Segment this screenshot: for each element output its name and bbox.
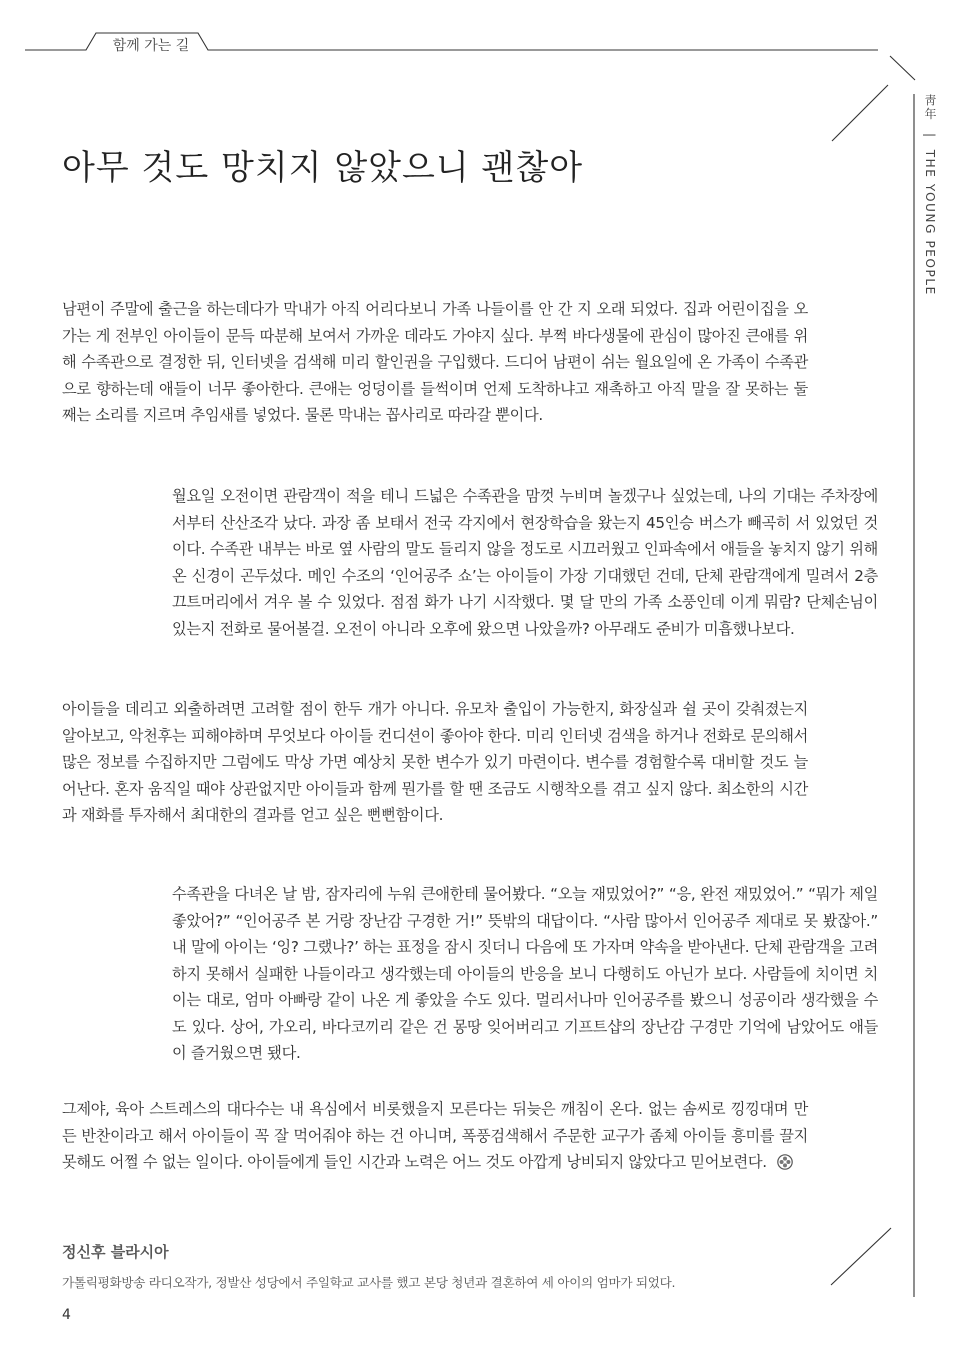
side-section-label (920, 94, 940, 304)
paragraph-1: 남편이 주말에 출근을 하는데다가 막내가 아직 어리다보니 가족 나들이를 안 간 지 오래 되었다. 집과 어린이집을 오가는 게 전부인 아이들이 문득 따분해 보여서 가까운 데라도 가야지 싶다. 부쩍 바다생물에 관심이 많아진 큰애를 위해 수족관으로 결정한 뒤, 인터넷을 검색해 미리 할인권을 구입했다. 드디어 남편이 쉬는 월요일에 온 가족이 수족관으로 향하는데 애들이 너무 좋아한다. 큰애는 엉덩이를 들썩이며 언제 도착하냐고 재촉하고 아직 말을 잘 못하는 둘째는 소리를 지르며 추임새를 넣었다. 물론 막내는 꼽사리로 따라갈 뿐이다. (62, 300, 808, 424)
page-number: 4 (62, 1307, 71, 1323)
diagonal-upper (832, 85, 888, 141)
paragraph-2-indented: 월요일 오전이면 관람객이 적을 테니 드넓은 수족관을 맘껏 누비며 놀겠구나 싶었는데, 나의 기대는 주차장에서부터 산산조각 났다. 과장 좀 보태서 전국 각지에서 현장학습을 왔는지 45인승 버스가 빼곡히 서 있었던 것이다. 수족관 내부는 바로 옆 사람의 말도 들리지 않을 정도로 시끄러웠고 인파속에서 애들을 놓치지 않기 위해 온 신경이 곤두섰다. 메인 수조의 ‘인어공주 쇼’는 아이들이 가장 기대했던 건데, 단체 관람객에게 밀려서 2층 끄트머리에서 겨우 볼 수 있었다. 점점 화가 나기 시작했다. 몇 달 만의 가족 소풍인데 이게 뭐람? 단체손님이 있는지 전화로 물어볼걸. 오전이 아니라 오후에 왔으면 나았을까? 아무래도 준비가 미흡했나보다. (172, 487, 878, 638)
author-bio: 가톨릭평화방송 라디오작가, 정발산 성당에서 주일학교 교사를 했고 본당 청년과 결혼하여 세 아이의 엄마가 되었다. (62, 1275, 676, 1290)
side-label-hanja: 靑年 (923, 94, 937, 122)
article-title: 아무 것도 망치지 않았으니 괜찮아 (62, 148, 584, 188)
flower-ornament-icon (777, 1154, 793, 1170)
side-label-english: THE YOUNG PEOPLE (923, 149, 937, 296)
author-name: 정신후 블라시아 (62, 1243, 169, 1261)
diagonal-lower (831, 1228, 891, 1285)
paragraph-3: 아이들을 데리고 외출하려면 고려할 점이 한두 개가 아니다. 유모차 출입이 가능한지, 화장실과 쉴 곳이 갖춰졌는지 알아보고, 악천후는 피해야하며 무엇보다 아이들 컨디션이 좋아야 한다. 미리 인터넷 검색을 하거나 전화로 문의해서 많은 정보를 수집하지만 그럼에도 막상 가면 예상치 못한 변수가 있기 마련이다. 변수를 경험할수록 대비할 것도 늘어난다. 혼자 움직일 때야 상관없지만 아이들과 함께 뭔가를 할 땐 조금도 시행착오를 겪고 싶지 않다. 최소한의 시간과 재화를 투자해서 최대한의 결과를 얻고 싶은 뻔뻔함이다. (62, 700, 808, 824)
paragraph-4-indented: 수족관을 다녀온 날 밤, 잠자리에 누워 큰애한테 물어봤다. “오늘 재밌었어?” “응, 완전 재밌었어.” “뭐가 제일 좋았어?” “인어공주 본 거랑 장난감 구경한 거!” 뜻밖의 대답이다. “사람 많아서 인어공주 제대로 못 봤잖아.” 내 말에 아이는 ‘잉? 그랬나?’ 하는 표정을 잠시 짓더니 다음에 또 가자며 약속을 받아낸다. 단체 관람객을 고려하지 못해서 실패한 나들이라고 생각했는데 아이들의 반응을 보니 다행히도 아닌가 보다. 사람들에 치이면 치이는 대로, 엄마 아빠랑 같이 나온 게 좋았을 수도 있다. 멀리서나마 인어공주를 봤으니 성공이라 생각했을 수도 있다. 상어, 가오리, 바다코끼리 같은 건 몽땅 잊어버리고 기프트샵의 장난감 구경만 기억에 남았어도 애들이 즐거웠으면 됐다. (172, 885, 878, 1062)
corner-diagonal-top (890, 56, 915, 80)
paragraph-5-text: 그제야, 육아 스트레스의 대다수는 내 욕심에서 비롯했을지 모른다는 뒤늦은 깨침이 온다. 없는 솜씨로 낑낑대며 만든 반찬이라고 해서 아이들이 꼭 잘 먹어줘야 하는 건 아니며, 폭풍검색해서 주문한 교구가 좀체 아이들 흥미를 끌지 못해도 어쩔 수 없는 일이다. 아이들에게 들인 시간과 노력은 어느 것도 아깝게 낭비되지 않았다고 믿어보련다. (62, 1100, 808, 1171)
section-tab-label: 함께 가는 길 (112, 38, 190, 54)
side-label-separator: | (923, 132, 937, 139)
paragraph-5 (62, 1096, 808, 1176)
